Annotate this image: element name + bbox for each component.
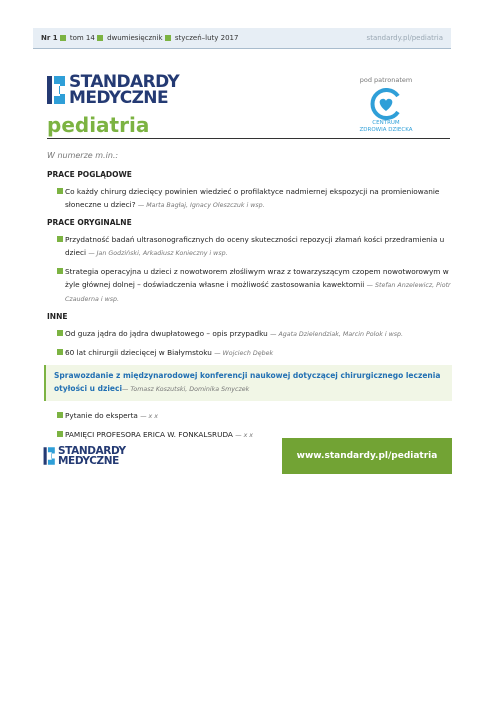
url-banner[interactable] bbox=[282, 438, 452, 474]
highlight-authors: Tomasz Koszutski, Dominika Smyczek bbox=[130, 386, 250, 393]
frequency: dwumiesięcznik bbox=[107, 34, 163, 42]
article-title: 60 lat chirurgii dziecięcej w Białymstoku bbox=[65, 348, 212, 357]
green-square-icon bbox=[165, 35, 171, 41]
patronage bbox=[355, 76, 417, 134]
article-authors: Marta Bagłaj, Ignacy Oleszczuk i wsp. bbox=[146, 202, 265, 209]
article-item[interactable]: Od guza jądra do jądra dwupłatowego – opis przypadku — Agata Dzielendziak, Marcin Polok i wsp. bbox=[47, 327, 452, 341]
bullet-icon bbox=[57, 349, 63, 355]
issue-number: Nr 1 bbox=[41, 34, 58, 42]
bullet-icon bbox=[57, 330, 63, 336]
czd-heart-logo-icon bbox=[368, 88, 404, 120]
footer-logo-line-1: STANDARDY bbox=[58, 445, 126, 457]
article-title: PAMIĘCI PROFESORA ERICA W. FONKALSRUDA bbox=[65, 430, 233, 439]
contents bbox=[47, 148, 452, 447]
green-square-icon bbox=[60, 35, 66, 41]
highlighted-article[interactable]: Sprawozdanie z międzynarodowej konferencji naukowej dotyczącej chirurgicznego leczenia otyłości u dzieci— Tomasz Koszutski, Dominika Smyczek bbox=[44, 365, 452, 401]
footer-logo-line-2: MEDYCZNE bbox=[58, 455, 119, 467]
volume: tom 14 bbox=[69, 34, 95, 42]
logo-mark-icon bbox=[47, 74, 66, 106]
patronage-label: pod patronatem bbox=[359, 76, 413, 84]
bullet-icon bbox=[57, 431, 63, 437]
article-title: Przydatność badań ultrasonograficznych do oceny skuteczności repozycji złamań kości przedramienia u dzieci bbox=[65, 235, 445, 257]
logo-line-2: MEDYCZNE bbox=[69, 88, 168, 108]
patronage-org-line2: ZDROWIA DZIECKA bbox=[359, 127, 413, 133]
section-title: PRACE POGLĄDOWE bbox=[47, 170, 132, 179]
journal-title: pediatria bbox=[47, 113, 150, 137]
article-title: Strategia operacyjna u dzieci z nowotworem złośliwym wraz z towarzyszącym czopem nowotworowym w żyle głównej dolnej – doświadczenia własne i możliwość zastosowania kawektomii bbox=[65, 267, 449, 289]
article-item[interactable]: Przydatność badań ultrasonograficznych do oceny skuteczności repozycji złamań kości przedramienia u dzieci — Jan Godziński, Arkadiusz Konieczny i wsp. bbox=[47, 233, 452, 260]
section-title: PRACE ORYGINALNE bbox=[47, 218, 132, 227]
article-title: Pytanie do eksperta bbox=[65, 411, 138, 420]
article-item[interactable]: Co każdy chirurg dziecięcy powinien wiedzieć o profilaktyce nadmiernej ekspozycji na promieniowanie słoneczne u dzieci? — Marta Bagłaj, Ignacy Oleszczuk i wsp. bbox=[47, 185, 452, 212]
green-square-icon bbox=[97, 35, 103, 41]
article-authors: x x bbox=[243, 432, 254, 439]
article-item[interactable]: 60 lat chirurgii dziecięcej w Białymstoku — Wojciech Dębek bbox=[47, 346, 452, 360]
article-authors: x x bbox=[148, 413, 159, 420]
issue-info bbox=[41, 34, 238, 42]
article-title: Co każdy chirurg dziecięcy powinien wiedzieć o profilaktyce nadmiernej ekspozycji na promieniowanie słoneczne u dzieci? bbox=[65, 187, 440, 209]
url-link[interactable]: www.standardy.pl/pediatria bbox=[296, 451, 438, 461]
bullet-icon bbox=[57, 236, 63, 242]
article-authors: Wojciech Dębek bbox=[222, 350, 274, 357]
section-title: INNE bbox=[47, 312, 68, 321]
article-item[interactable]: Pytanie do eksperta — x x bbox=[47, 409, 452, 423]
bullet-icon bbox=[57, 412, 63, 418]
site-link[interactable]: standardy.pl/pediatria bbox=[366, 34, 443, 42]
article-item[interactable]: PAMIĘCI PROFESORA ERICA W. FONKALSRUDA — x x bbox=[47, 428, 452, 442]
article-authors: Agata Dzielendziak, Marcin Polok i wsp. bbox=[278, 331, 404, 338]
divider bbox=[47, 138, 450, 139]
bullet-icon bbox=[57, 268, 63, 274]
intro-text: W numerze m.in.: bbox=[47, 151, 119, 160]
article-item[interactable]: Strategia operacyjna u dzieci z nowotworem złośliwym wraz z towarzyszącym czopem nowotworowym w żyle głównej dolnej – doświadczenia własne i możliwość zastosowania kawektomii — Stefan Anzelewicz, Piotr Czauderna i wsp. bbox=[47, 265, 452, 306]
header-bar bbox=[33, 28, 451, 49]
bullet-icon bbox=[57, 188, 63, 194]
article-authors: Jan Godziński, Arkadiusz Konieczny i wsp. bbox=[96, 250, 228, 257]
article-title: Od guza jądra do jądra dwupłatowego – opis przypadku bbox=[65, 329, 268, 338]
logo-mark-icon bbox=[43, 446, 56, 466]
highlight-title: Sprawozdanie z międzynarodowej konferencji naukowej dotyczącej chirurgicznego leczenia otyłości u dzieci bbox=[54, 371, 441, 393]
issue-date: styczeń–luty 2017 bbox=[174, 34, 239, 42]
patronage-org-line1: CENTRUM bbox=[372, 120, 400, 126]
logo-line-1: STANDARDY bbox=[69, 72, 180, 92]
article-authors: Stefan Anzelewicz, Piotr Czauderna i wsp. bbox=[65, 282, 451, 303]
